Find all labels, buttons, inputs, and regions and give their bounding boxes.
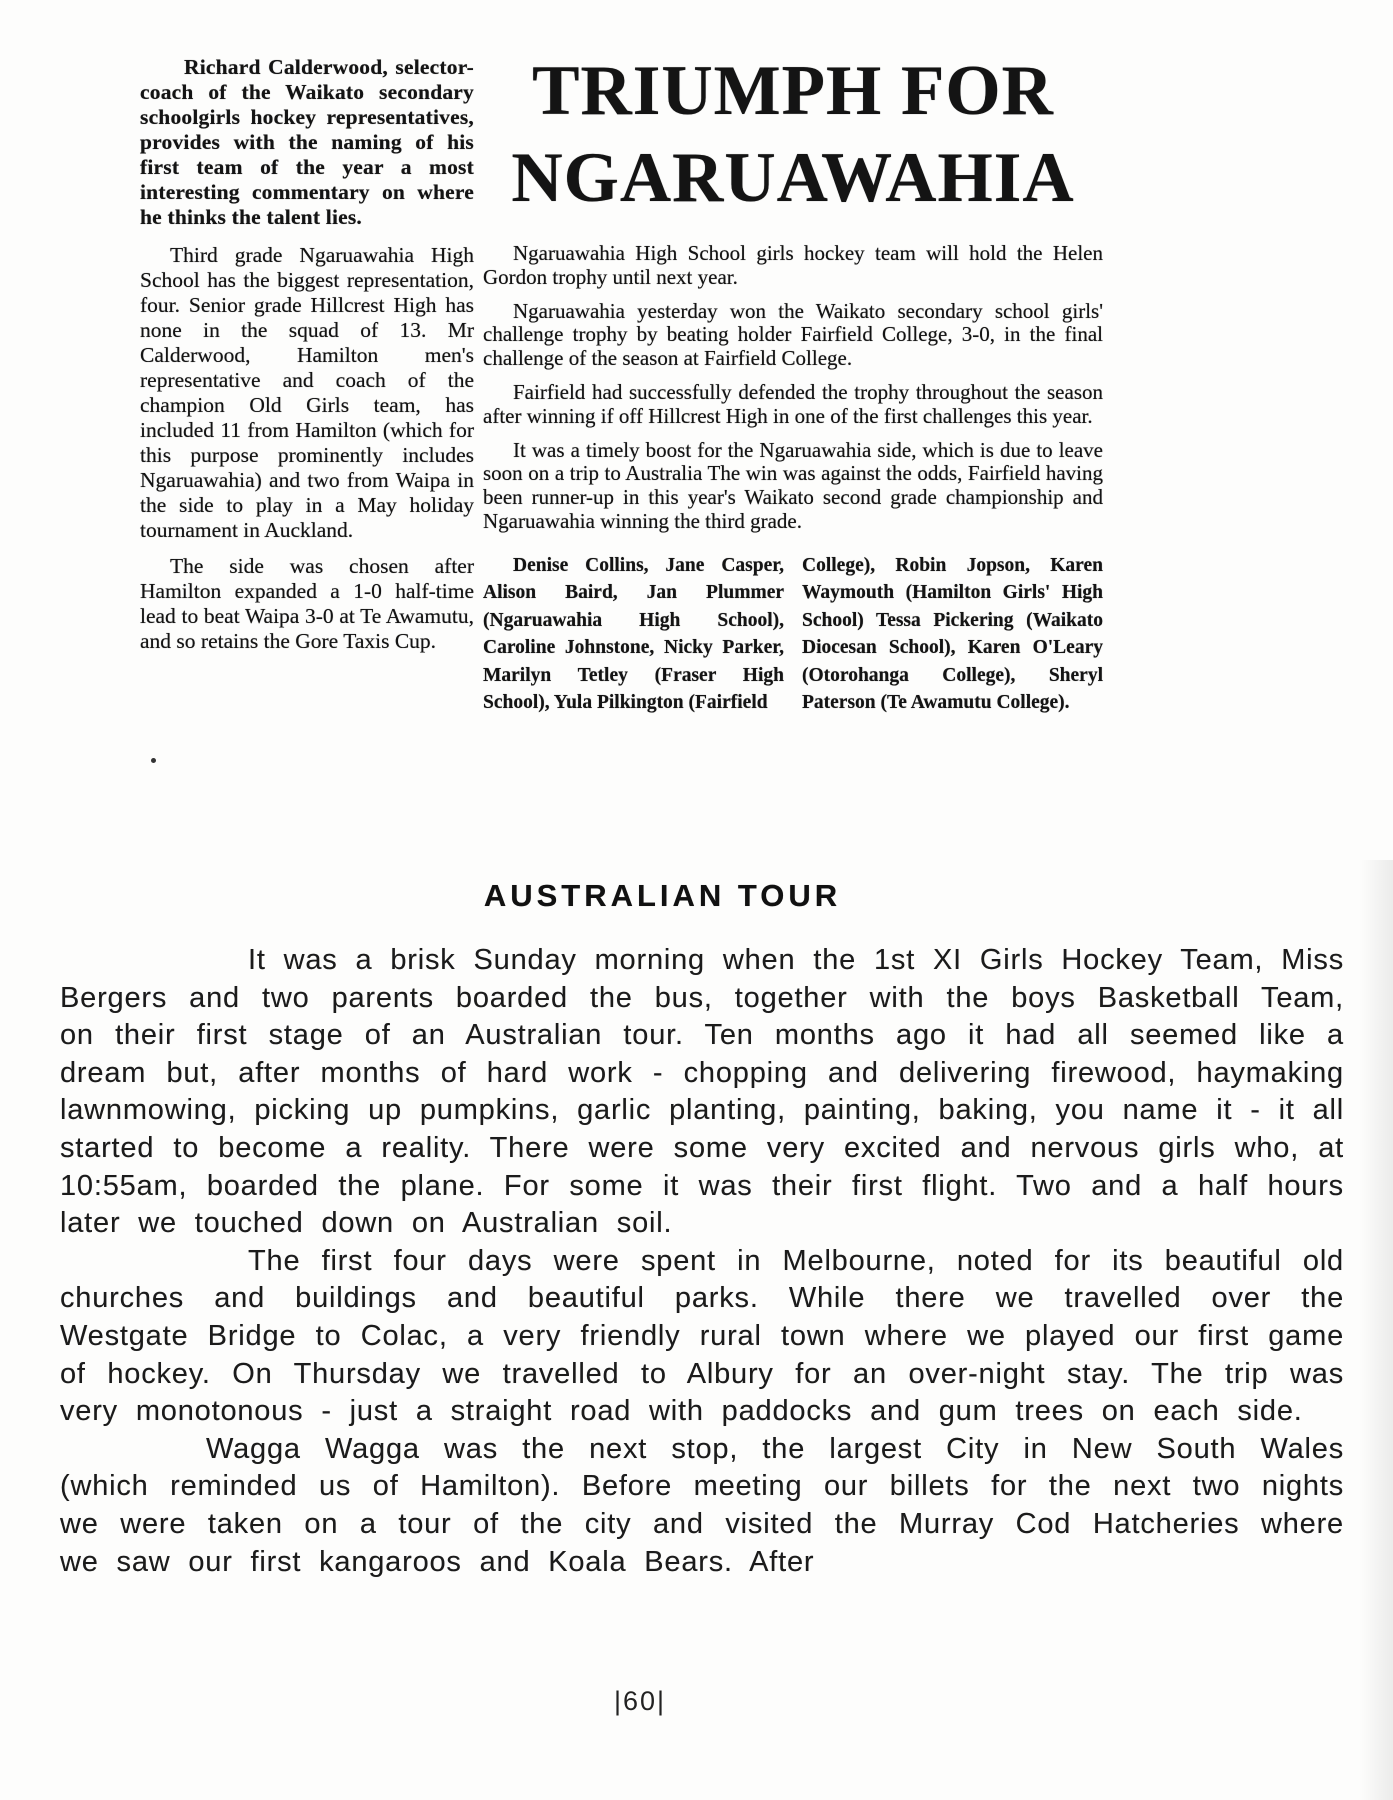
headline-line-1: TRIUMPH FOR xyxy=(532,52,1054,130)
article-paragraph: Fairfield had successfully defended the trophy throughout the season after winning if off Hillcrest High in one of the first challenges this year. xyxy=(483,379,1103,428)
article-paragraph: The side was chosen after Hamilton expanded a 1-0 half-time lead to beat Waipa 3-0 at Te Awamutu, and so retains the Gore Taxis Cup. xyxy=(140,554,474,653)
article-headline xyxy=(483,48,1103,222)
headline-line-2: NGARUAWAHIA xyxy=(511,139,1075,217)
article-paragraph: Ngaruawahia High School girls hockey team will hold the Helen Gordon trophy until next year. xyxy=(483,241,1103,289)
clipping-right-area xyxy=(483,48,1103,717)
team-names xyxy=(483,552,1103,717)
scan-edge-shadow xyxy=(1359,860,1393,1800)
tour-paragraph: The first four days were spent in Melbourne, noted for its beautiful old churches and buildings and beautiful parks. While there we travelled over the Westgate Bridge to Colac, a very friendly rural town where we played our first game of hockey. On Thursday we travelled to Albury for an over-night stay. The trip was very monotonous - just a straight road with paddocks and gum trees on each side. xyxy=(60,1244,1344,1428)
section-heading-australian-tour: AUSTRALIAN TOUR xyxy=(483,878,842,913)
page-number: |60| xyxy=(613,1686,667,1716)
ink-speck xyxy=(151,758,156,763)
tour-paragraph: It was a brisk Sunday morning when the 1st XI Girls Hockey Team, Miss Bergers and two parents boarded the bus, together with the boys Basketball Team, on their first stage of an Australian tour. Ten months ago it had all seemed like a dream but, after months of hard work - chopping and delivering firewood, haymaking lawnmowing, picking up pumpkins, garlic planting, painting, baking, you name it - it all started to become a reality. There were some very excited and nervous girls who, at 10:55am, boarded the plane. For some it was their first flight. Two and a half hours later we touched down on Australian soil. xyxy=(60,944,1344,1240)
team-names-column-2: College), Robin Jopson, Karen Waymouth (Hamilton Girls' High School) Tessa Pickering (Waikato Diocesan School), Karen O'Leary (Otorohanga College), Sheryl Paterson (Te Awamutu College). xyxy=(802,554,1103,714)
clipping-left-column xyxy=(140,55,474,665)
tour-article xyxy=(60,942,1344,1581)
article-paragraph: It was a timely boost for the Ngaruawahia side, which is due to leave soon on a trip to Australia The win was against the odds, Fairfield having been runner-up in this year's Waikato second grade championship and Ngaruawahia winning the third grade. xyxy=(483,437,1103,533)
tour-paragraph: Wagga Wagga was the next stop, the largest City in New South Wales (which reminded us of Hamilton). Before meeting our billets for the next two nights we were taken on a tour of the city and visited the Murray Cod Hatcheries where we saw our first kangaroos and Koala Bears. After xyxy=(60,1432,1344,1578)
article-paragraph: Third grade Ngaruawahia High School has the biggest representation, four. Senior grade Hillcrest High has none in the squad of 13. Mr Calderwood, Hamilton men's representative and coach of the champion Old Girls team, has included 11 from Hamilton (which for this purpose prominently includes Ngaruawahia) and two from Waipa in the side to play in a May holiday tournament in Auckland. xyxy=(140,243,474,542)
article-intro: Richard Calderwood, selector-coach of the Waikato secondary schoolgirls hockey representatives, provides with the naming of his first team of the year a most interesting commentary on where he thinks the talent lies. xyxy=(140,55,474,229)
team-names-column-1: Denise Collins, Jane Casper, Alison Baird, Jan Plummer (Ngaruawahia High School), Caroline Johnstone, Nicky Parker, Marilyn Tetley (Fraser High School), Yula Pilkington (Fairfield xyxy=(483,554,784,714)
article-paragraph: Ngaruawahia yesterday won the Waikato secondary school girls' challenge trophy by beating holder Fairfield College, 3-0, in the final challenge of the season at Fairfield College. xyxy=(483,298,1103,371)
